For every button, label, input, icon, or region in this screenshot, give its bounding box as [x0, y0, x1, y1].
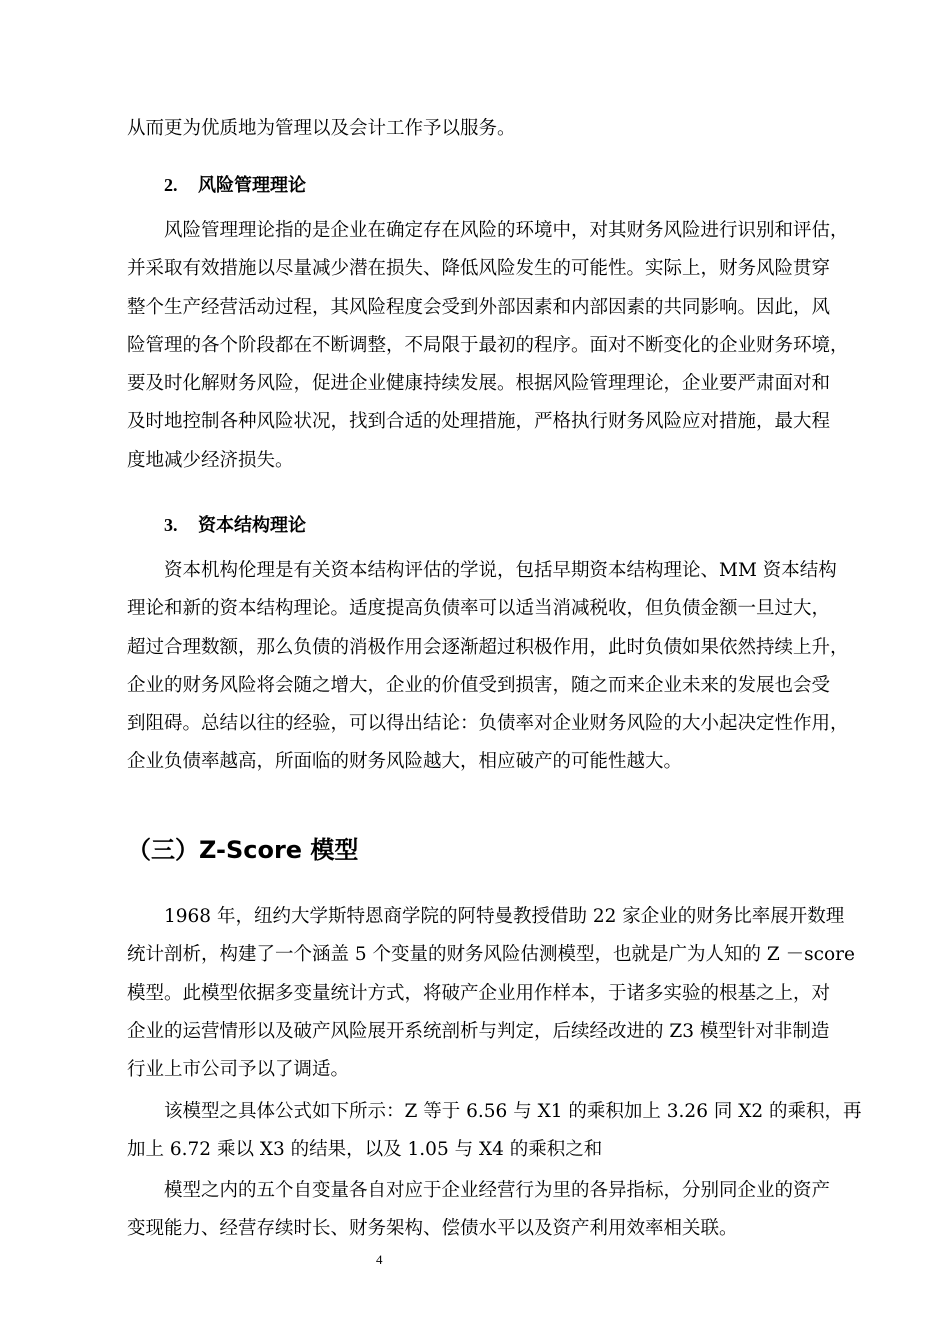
paragraph-capital-structure — [127, 552, 867, 782]
text-line: 资本机构伦理是有关资本结构评估的学说，包括早期资本结构理论、MM 资本结构 — [164, 560, 837, 581]
text-line: 模型。此模型依据多变量统计方式，将破产企业用作样本，于诸多实验的根基之上，对 — [127, 982, 831, 1004]
text-line: 度地减少经济损失。 — [127, 449, 294, 471]
text-line: 该模型之具体公式如下所示：Z 等于 6.56 与 X1 的乘积加上 3.26 同 X2 的乘积，再 — [164, 1101, 862, 1122]
paragraph-zscore-variables — [127, 1172, 867, 1249]
text-line: 企业负债率越高，所面临的财务风险越大，相应破产的可能性越大。 — [127, 751, 683, 773]
text-line: 险管理的各个阶段都在不断调整，不局限于最初的程序。面对不断变化的企业财务环境， — [127, 334, 849, 356]
text-line: 理论和新的资本结构理论。适度提高负债率可以适当消减税收，但负债金额一旦过大， — [127, 598, 831, 620]
text-line: 并采取有效措施以尽量减少潜在损失、降低风险发生的可能性。实际上，财务风险贯穿 — [127, 258, 831, 280]
page-number: 4 — [376, 1252, 383, 1267]
section-number: 3. — [164, 515, 178, 535]
text-line: 企业的运营情形以及破产风险展开系统剖析与判定，后续经改进的 Z3 模型针对非制造 — [127, 1020, 830, 1042]
text-line: 从而更为优质地为管理以及会计工作予以服务。 — [127, 118, 516, 139]
text-line: 企业的财务风险将会随之增大，企业的价值受到损害，随之而来企业未来的发展也会受 — [127, 674, 831, 696]
paragraph-continuation — [127, 110, 867, 148]
text-line: 风险管理理论指的是企业在确定存在风险的环境中，对其财务风险进行识别和评估， — [164, 220, 849, 241]
section-heading-risk-management — [164, 173, 306, 198]
text-line: 超过合理数额，那么负债的消极作用会逐渐超过积极作用，此时负债如果依然持续上升， — [127, 636, 849, 658]
paragraph-zscore-history — [127, 898, 867, 1089]
text-line: 统计剖析，构建了一个涵盖 5 个变量的财务风险估测模型，也就是广为人知的 Z －score — [127, 944, 855, 966]
chapter-heading-zscore: （三）Z-Score 模型 — [127, 836, 359, 864]
section-title: 资本结构理论 — [198, 515, 306, 536]
text-line: 1968 年，纽约大学斯特恩商学院的阿特曼教授借助 22 家企业的财务比率展开数理 — [164, 906, 845, 927]
text-line: 到阻碍。总结以往的经验，可以得出结论：负债率对企业财务风险的大小起决定性作用， — [127, 713, 849, 735]
paragraph-risk-management — [127, 212, 867, 480]
section-heading-capital-structure — [164, 513, 306, 538]
text-line: 变现能力、经营存续时长、财务架构、偿债水平以及资产利用效率相关联。 — [127, 1218, 738, 1240]
paragraph-zscore-formula — [127, 1093, 867, 1170]
section-title: 风险管理理论 — [198, 175, 306, 196]
text-line: 模型之内的五个自变量各自对应于企业经营行为里的各异指标，分别同企业的资产 — [164, 1180, 831, 1201]
text-line: 及时地控制各种风险状况，找到合适的处理措施，严格执行财务风险应对措施，最大程 — [127, 411, 831, 433]
text-line: 要及时化解财务风险，促进企业健康持续发展。根据风险管理理论，企业要严肃面对和 — [127, 373, 831, 395]
section-number: 2. — [164, 175, 178, 195]
text-line: 行业上市公司予以了调适。 — [127, 1059, 350, 1081]
text-line: 加上 6.72 乘以 X3 的结果，以及 1.05 与 X4 的乘积之和 — [127, 1139, 603, 1161]
text-line: 整个生产经营活动过程，其风险程度会受到外部因素和内部因素的共同影响。因此，风 — [127, 296, 831, 318]
